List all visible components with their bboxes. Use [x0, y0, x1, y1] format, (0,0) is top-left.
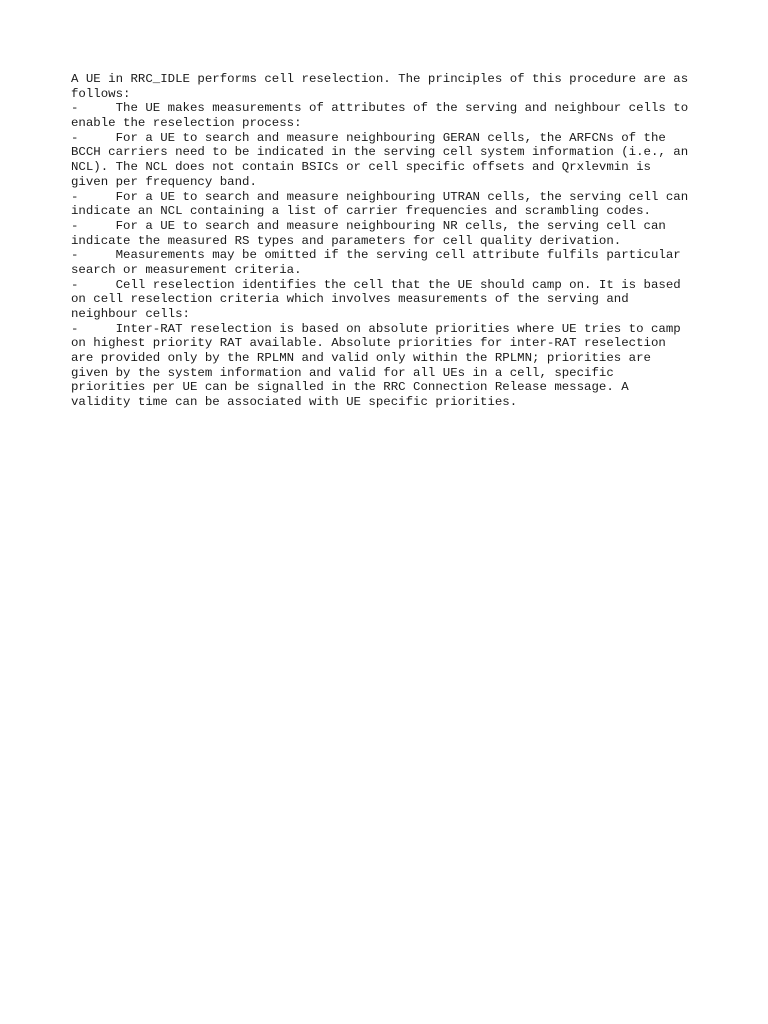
text-line-bullet-geran-cont-1: BCCH carriers need to be indicated in the serving cell system information (i.e., an	[71, 145, 689, 160]
text-line-bullet-utran-cont: indicate an NCL containing a list of carrier frequencies and scrambling codes.	[71, 204, 651, 219]
text-line-bullet-measurements: - The UE makes measurements of attributes of the serving and neighbour cells to	[71, 101, 689, 116]
text-line-bullet-omitted-cont: search or measurement criteria.	[71, 262, 302, 277]
document-body	[71, 72, 711, 410]
text-line-bullet-inter-rat-cont-5: validity time can be associated with UE specific priorities.	[71, 395, 518, 410]
text-line-bullet-nr: - For a UE to search and measure neighbouring NR cells, the serving cell can	[71, 218, 666, 233]
text-line-bullet-measurements-cont: enable the reselection process:	[71, 116, 302, 131]
text-line-bullet-inter-rat-cont-4: priorities per UE can be signalled in the RRC Connection Release message. A	[71, 380, 629, 395]
text-line-bullet-reselection-cont-1: on cell reselection criteria which involves measurements of the serving and	[71, 292, 629, 307]
text-line-bullet-geran: - For a UE to search and measure neighbouring GERAN cells, the ARFCNs of the	[71, 130, 666, 145]
text-line-bullet-reselection: - Cell reselection identifies the cell that the UE should camp on. It is based	[71, 277, 681, 292]
text-line-bullet-reselection-cont-2: neighbour cells:	[71, 307, 190, 321]
text-line-bullet-utran: - For a UE to search and measure neighbouring UTRAN cells, the serving cell can	[71, 189, 689, 204]
text-line-bullet-nr-cont: indicate the measured RS types and parameters for cell quality derivation.	[71, 233, 622, 248]
text-line-bullet-inter-rat-cont-3: given by the system information and valid for all UEs in a cell, specific	[71, 365, 614, 380]
text-line-bullet-inter-rat-cont-2: are provided only by the RPLMN and valid only within the RPLMN; priorities are	[71, 351, 651, 366]
text-line-bullet-geran-cont-3: given per frequency band.	[71, 174, 257, 189]
text-line-bullet-omitted: - Measurements may be omitted if the serving cell attribute fulfils particular	[71, 248, 681, 263]
text-line-bullet-geran-cont-2: NCL). The NCL does not contain BSICs or cell specific offsets and Qrxlevmin is	[71, 160, 651, 175]
text-line-bullet-inter-rat-cont-1: on highest priority RAT available. Absolute priorities for inter-RAT reselection	[71, 336, 666, 351]
text-line-bullet-inter-rat: - Inter-RAT reselection is based on absolute priorities where UE tries to camp	[71, 321, 681, 336]
text-line-intro-cont: follows:	[71, 86, 131, 101]
text-line-intro: A UE in RRC_IDLE performs cell reselection. The principles of this procedure are as	[71, 72, 689, 86]
